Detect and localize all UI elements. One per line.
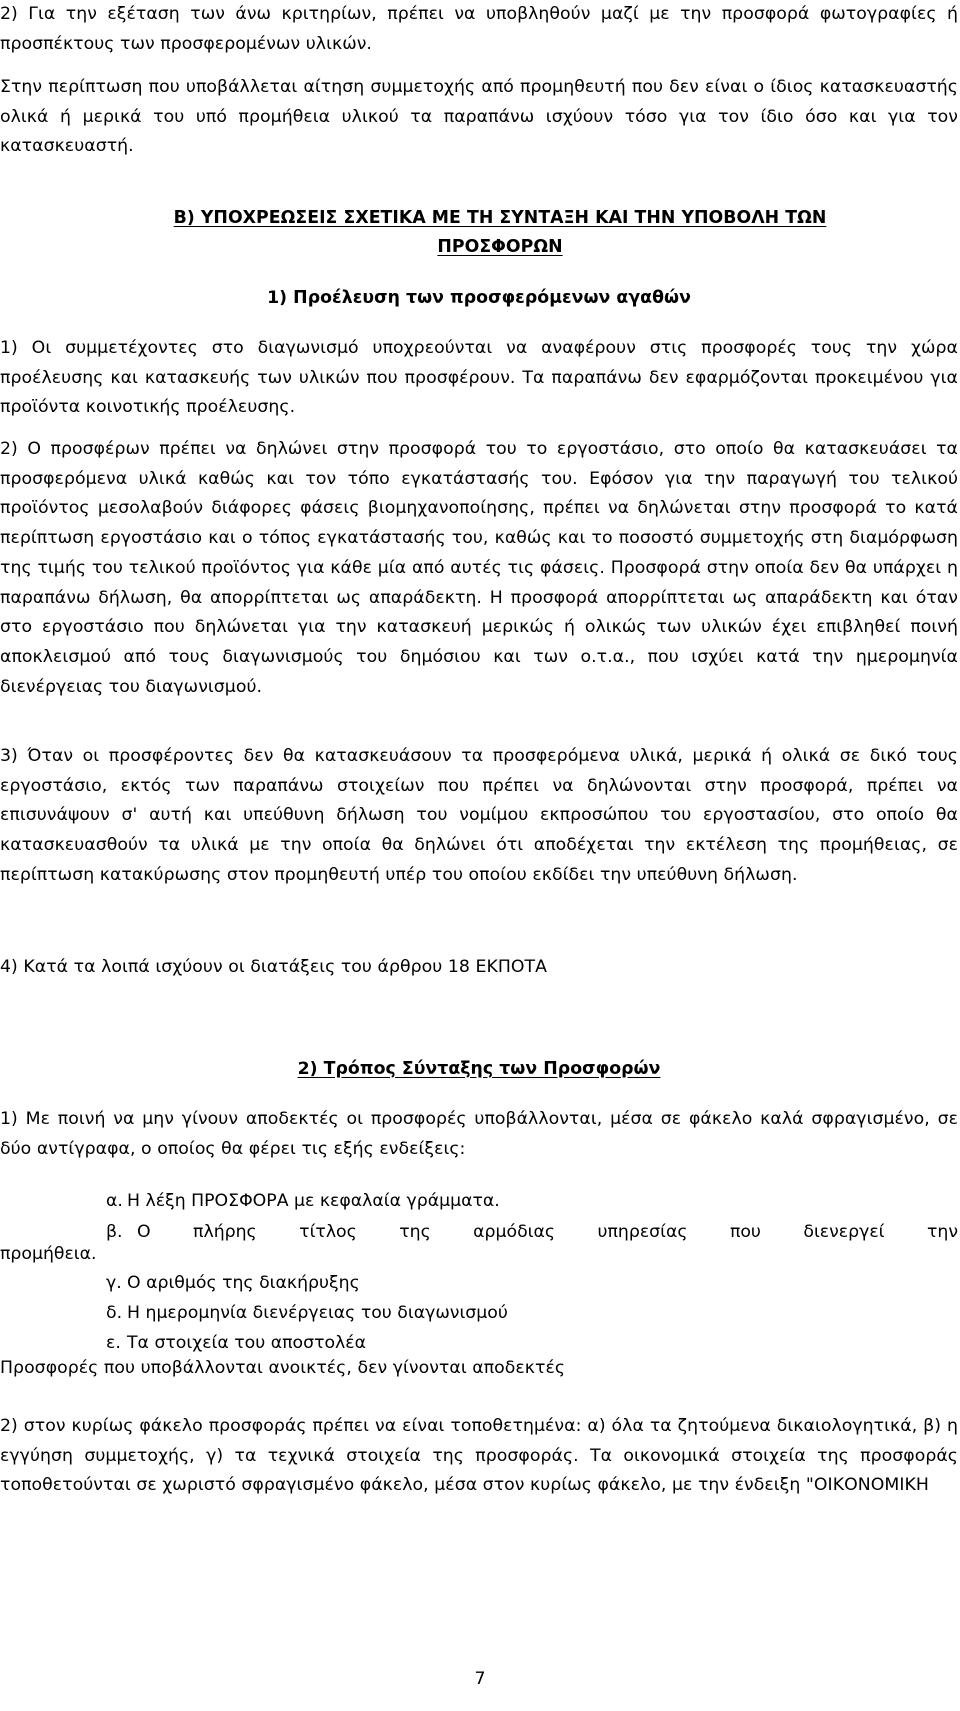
list-item [106, 1269, 360, 1299]
list-marker: γ. [106, 1273, 122, 1293]
list-item-text: Η λέξη ΠΡΟΣΦΟΡΑ με κεφαλαία γράμματα. [127, 1191, 500, 1211]
subsection-2-paragraph-1: 1) Με ποινή να μην γίνουν αποδεκτές οι προσφορές υποβάλλονται, μέσα σε φάκελο καλά σφραγισμένο, σε δύο αντίγραφα, ο οποίος θα φέρει τις εξής ενδείξεις: [0, 1109, 958, 1159]
subsection-2-paragraph-2: 2) στον κυρίως φάκελο προσφοράς πρέπει να είναι τοποθετημένα: α) όλα τα ζητούμενα δικαιολογητικά, β) η εγγύηση συμμετοχής, γ) τα τεχνικά στοιχεία της προσφοράς. Τα οικονομικά στοιχεία της προσφοράς τοποθετούνται σε χωριστό σφραγισμένο φάκελο, μέσα στον κυρίως φάκελο, με την ένδειξη "ΟΙΚΟΝΟΜΙΚΗ [0, 1416, 958, 1496]
subsection-2-after-list: Προσφορές που υποβάλλονται ανοικτές, δεν γίνονται αποδεκτές [0, 1358, 566, 1378]
intro-paragraph-1: 2) Για την εξέταση των άνω κριτηρίων, πρέπει να υποβληθούν μαζί με την προσφορά φωτογραφίες ή προσπέκτους των προσφερομένων υλικών. [0, 4, 958, 54]
list-item-text: Ο πλήρης τίτλος της αρμόδιας υπηρεσίας που διενεργεί την [137, 1222, 958, 1242]
subsection-1-paragraph-2: 2) Ο προσφέρων πρέπει να δηλώνει στην προσφορά του το εργοστάσιο, στο οποίο θα κατασκευάσει τα προσφερόμενα υλικά καθώς και τον τόπο εγκατάστασής του. Εφόσον για την παραγωγή του τελικού προϊόντος μεσολαβούν διάφορες φάσεις βιομηχανοποίησης, πρέπει να δηλώνεται στην προσφορά το κατά περίπτωση εργοστάσιο και ο τόπος εγκατάστασής του, καθώς και το ποσοστό συμμετοχής στη διαμόρφωση της τιμής του τελικού προϊόντος για κάθε μία από αυτές τις φάσεις. Προσφορά στην οποία δεν θα υπάρχει η παραπάνω δήλωση, θα απορρίπτεται ως απαράδεκτη. Η προσφορά απορρίπτεται ως απαράδεκτη και όταν στο εργοστάσιο που δηλώνεται για την κατασκευή μερικώς ή ολικώς των υλικών έχει επιβληθεί ποινή αποκλεισμού από τους διαγωνισμούς του δημόσιου και των ο.τ.α., που ισχύει κατά την ημερομηνία διενέργειας του διαγωνισμού. [0, 439, 958, 697]
list-item-text: Η ημερομηνία διενέργειας του διαγωνισμού [127, 1303, 508, 1323]
list-item [106, 1218, 958, 1248]
list-marker: β. [106, 1222, 123, 1242]
subsection-1-paragraph-4: 4) Κατά τα λοιπά ισχύουν οι διατάξεις του άρθρου 18 ΕΚΠΟΤΑ [0, 957, 547, 977]
section-b-title: Β) ΥΠΟΧΡΕΩΣΕΙΣ ΣΧΕΤΙΚΑ ΜΕ ΤΗ ΣΥΝΤΑΞΗ ΚΑΙ ΤΗΝ ΥΠΟΒΟΛΗ ΤΩΝ ΠΡΟΣΦΟΡΩΝ [173, 208, 827, 257]
list-item-continuation: προμήθεια. [0, 1244, 97, 1264]
list-item-text: Ο αριθμός της διακήρυξης [127, 1273, 360, 1293]
list-marker: α. [106, 1191, 123, 1211]
page-number: 7 [474, 1669, 486, 1689]
list-item [106, 1299, 508, 1329]
intro-paragraph-2: Στην περίπτωση που υποβάλλεται αίτηση συμμετοχής από προμηθευτή που δεν είναι ο ίδιος κατασκευαστής ολικά ή μερικά του υπό προμήθεια υλικού τα παραπάνω ισχύουν τόσο για τον ίδιο όσο και για τον κατασκευαστή. [0, 77, 958, 157]
subsection-2-title: 2) Τρόπος Σύνταξης των Προσφορών [297, 1059, 661, 1079]
subsection-1-paragraph-3: 3) Όταν οι προσφέροντες δεν θα κατασκευάσουν τα προσφερόμενα υλικά, μερικά ή ολικά σε δικό τους εργοστάσιο, εκτός των παραπάνω στοιχείων που πρέπει να δηλώνονται στην προσφορά, πρέπει να επισυνάψουν σ' αυτή και υπεύθυνη δήλωση του νομίμου εκπροσώπου του εργοστασίου, στο οποίο θα κατασκευασθούν τα υλικά με την οποία θα δηλώνει ότι αποδέχεται την εκτέλεση της προμήθειας, σε περίπτωση κατακύρωσης στον προμηθευτή υπέρ του οποίου εκδίδει την υπεύθυνη δήλωση. [0, 746, 958, 885]
list-item [106, 1187, 500, 1217]
subsection-1-title: 1) Προέλευση των προσφερόμενων αγαθών [267, 288, 691, 308]
list-marker: ε. [106, 1333, 121, 1353]
list-marker: δ. [106, 1303, 123, 1323]
list-item-text: Τα στοιχεία του αποστολέα [127, 1333, 367, 1353]
subsection-1-paragraph-1: 1) Οι συμμετέχοντες στο διαγωνισμό υποχρεούνται να αναφέρουν στις προσφορές τους την χώρα προέλευσης και κατασκευής των υλικών που προσφέρουν. Τα παραπάνω δεν εφαρμόζονται προκειμένου για προϊόντα κοινοτικής προέλευσης. [0, 338, 958, 418]
